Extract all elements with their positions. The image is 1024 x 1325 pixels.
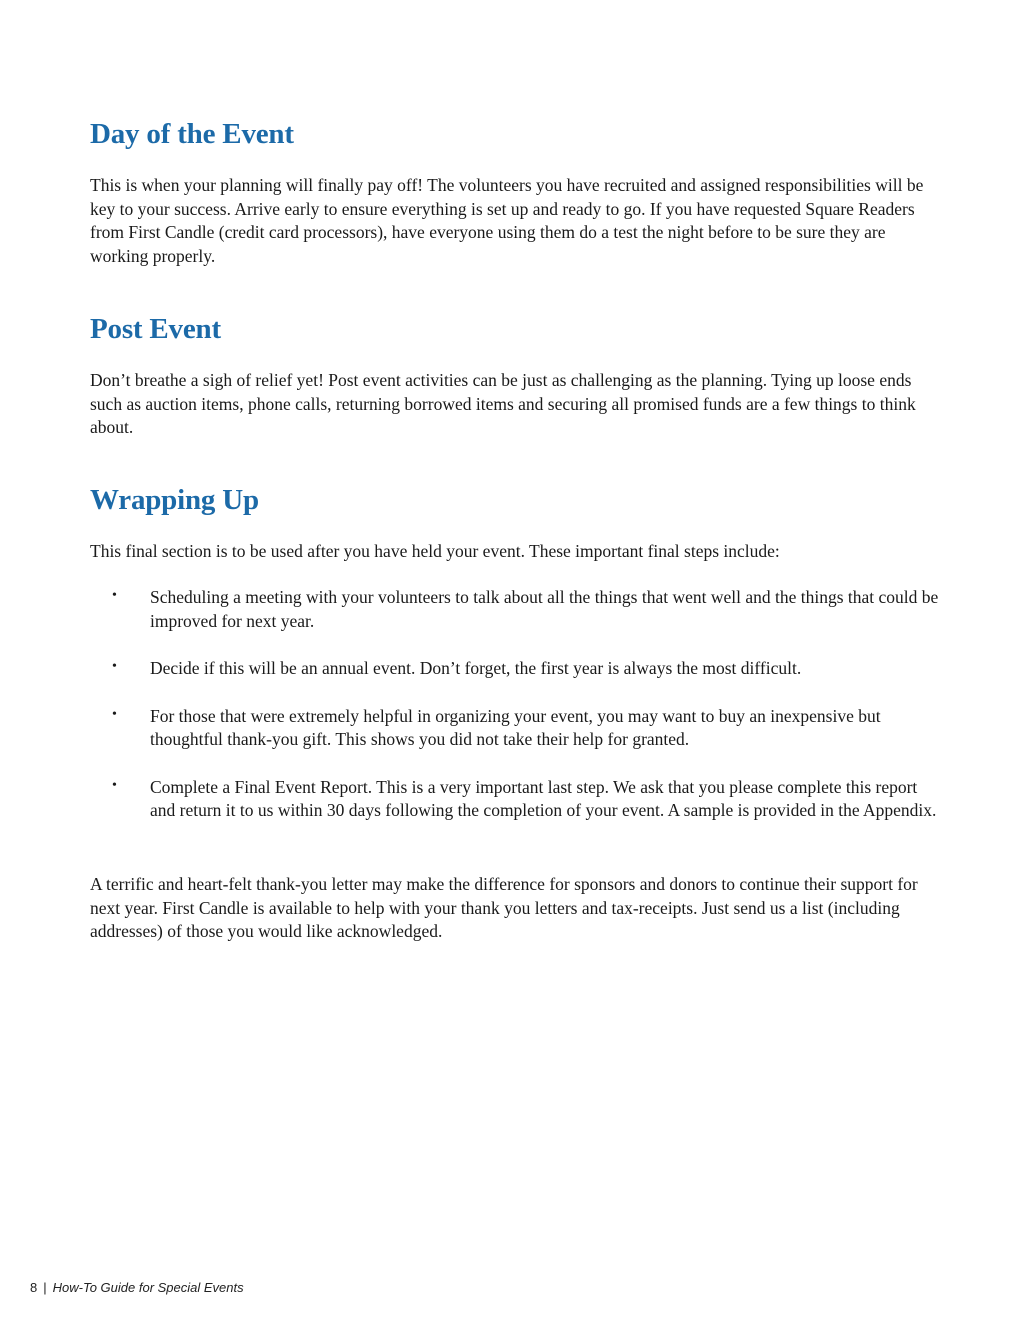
list-item-text: Scheduling a meeting with your volunteers to talk about all the things that went well and the things that could be improved for next year.: [150, 587, 939, 631]
bullet-marker: •: [112, 777, 117, 793]
list-item-text: For those that were extremely helpful in organizing your event, you may want to buy an inexpensive but thoughtful thank-you gift. This shows you did not take their help for granted.: [150, 705, 881, 749]
paragraph-day-of-event: This is when your planning will finally pay off! The volunteers you have recruited and assigned responsibilities will be key to your success. Arrive early to ensure everything is set up and ready to go. If you have requested Square Readers from First Candle (credit card processors), have everyone using them do a test the night before to be sure they are working properly.: [90, 175, 924, 266]
page-number: 8: [30, 1280, 38, 1295]
list-item: [90, 586, 940, 633]
bullet-marker: •: [112, 659, 117, 674]
page-footer: [30, 1280, 244, 1295]
footer-separator: |: [43, 1280, 47, 1295]
heading-day-of-event: Day of the Event: [90, 118, 294, 150]
list-item: [90, 776, 940, 823]
list-item: [90, 657, 940, 681]
list-item-text: Complete a Final Event Report. This is a very important last step. We ask that you please complete this report and return it to us within 30 days following the completion of your event. A sample is provided in the Appendix.: [150, 776, 937, 820]
paragraph-post-event: Don’t breathe a sigh of relief yet! Post event activities can be just as challenging as the planning. Tying up loose ends such as auction items, phone calls, returning borrowed items and securing all promised funds are a few things to think about.: [90, 370, 916, 437]
heading-wrapping-up: Wrapping Up: [90, 484, 259, 516]
document-title: How-To Guide for Special Events: [52, 1280, 244, 1295]
list-item-text: Decide if this will be an annual event. Don’t forget, the first year is always the most difficult.: [150, 658, 802, 678]
final-steps-list: [90, 586, 940, 847]
paragraph-wrapping-up: This final section is to be used after you have held your event. These important final steps include:: [90, 541, 780, 561]
bullet-marker: •: [112, 706, 117, 722]
list-item: [90, 705, 940, 752]
bullet-marker: •: [112, 588, 117, 603]
closing-paragraph: A terrific and heart-felt thank-you letter may make the difference for sponsors and donors to continue their support for next year. First Candle is available to help with your thank you letters and tax-receipts. Just send us a list (including addresses) of those you would like acknowledged.: [90, 874, 918, 941]
heading-post-event: Post Event: [90, 313, 221, 345]
